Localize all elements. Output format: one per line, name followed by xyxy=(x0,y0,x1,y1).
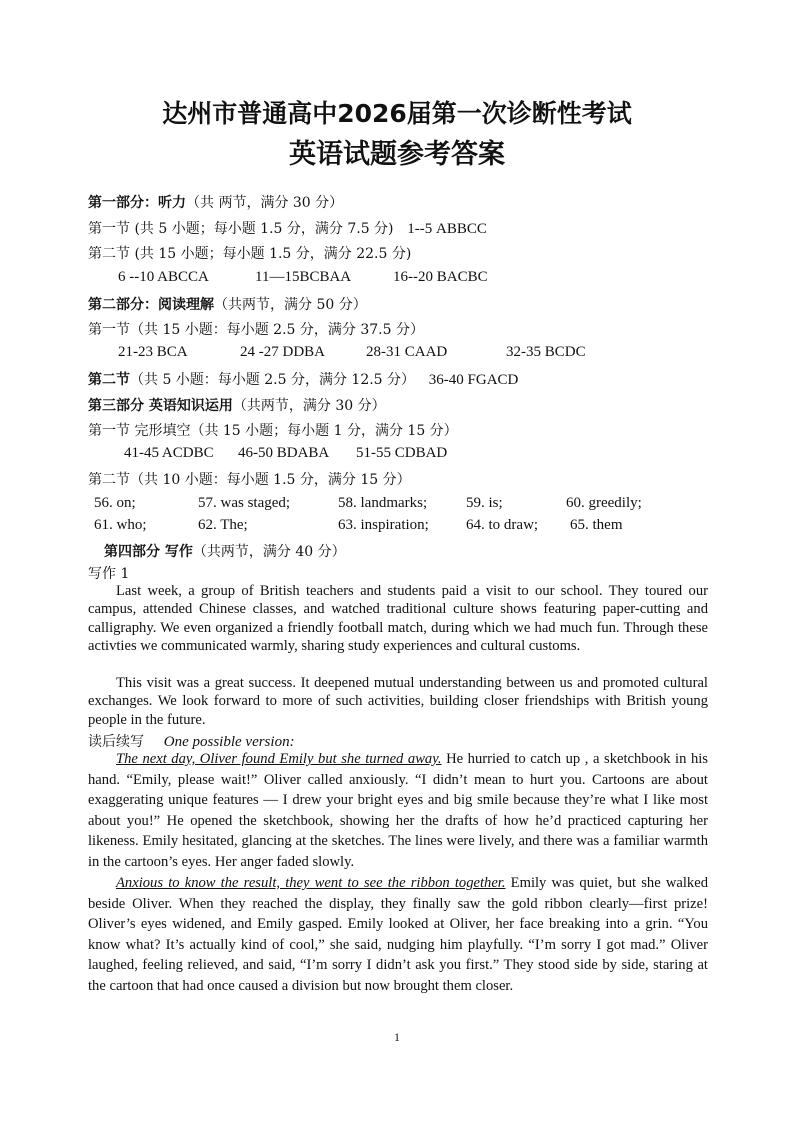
part3-sec1-desc: 第一节 完形填空（共 15 小题；每小题 1 分，满分 15 分） xyxy=(88,423,458,439)
writing1-paragraph xyxy=(88,582,708,656)
fill-answer: 62. The; xyxy=(198,517,248,533)
answer-group: 51-55 CDBAD xyxy=(356,445,448,461)
answer-group: 11—15BCBAA xyxy=(255,269,352,285)
part1-heading-line xyxy=(88,192,343,212)
page-number: 1 xyxy=(394,1030,400,1044)
writing2-version: One possible version: xyxy=(163,734,295,750)
writing1-label: 写作 1 xyxy=(88,566,130,582)
answer-group: 41-45 ACDBC xyxy=(124,445,214,461)
part4-heading-note: （共两节，满分 40 分） xyxy=(192,544,346,560)
part4-heading-line xyxy=(104,541,346,561)
part1-sec1-answers: 1--5 ABBCC xyxy=(407,221,487,237)
part1-sec2-desc: 第二节 (共 15 小题；每小题 1.5 分，满分 22.5 分) xyxy=(88,246,412,262)
continuation-paragraph xyxy=(88,873,708,997)
part2-sec1-desc: 第一节（共 15 小题：每小题 2.5 分，满分 37.5 分） xyxy=(88,322,424,338)
answer-group: 46-50 BDABA xyxy=(238,445,330,461)
fill-answer: 64. to draw; xyxy=(466,517,539,533)
part3-heading: 第三部分 英语知识运用 xyxy=(88,398,233,414)
part1-heading: 第一部分：听力 xyxy=(88,195,186,211)
paragraph-body: Emily was quiet, but she walked beside Oliver. When they reached the display, they finally saw the gold ribbon clearly—first prize! Oliver’s eyes widened, and Emily gasped. Emily looked at Oliver, her face breaking into a grin. “You know what? It’s actually kind of cool,” she said, nudging him playfully. “I’m sorry I got mad.” Oliver laughed, feeling relieved, and said, “I’m sorry I didn’t ask you first.” They stood side by side, staring at the cartoon that had once caused a division but now brought them closer. xyxy=(88,875,708,994)
continuation-paragraph xyxy=(88,749,708,873)
fill-answer: 63. inspiration; xyxy=(338,517,429,533)
answer-group: 6 --10 ABCCA xyxy=(118,269,209,285)
paragraph-lead-sentence: Anxious to know the result, they went to see the ribbon together. xyxy=(116,875,506,891)
part2-sec2-note: （共 5 小题：每小题 2.5 分，满分 12.5 分） xyxy=(130,372,416,388)
answer-group: 28-31 CAAD xyxy=(366,344,448,360)
fill-answer: 59. is; xyxy=(466,495,503,511)
answer-group: 24 -27 DDBA xyxy=(240,344,325,360)
answer-group: 21-23 BCA xyxy=(118,344,188,360)
paragraph-lead-sentence: The next day, Oliver found Emily but she turned away. xyxy=(116,751,442,767)
part2-heading: 第二部分：阅读理解 xyxy=(88,297,214,313)
fill-answer: 60. greedily; xyxy=(566,495,642,511)
writing1-paragraph-text: This visit was a great success. It deepened mutual understanding between us and promoted cultural exchanges. We look forward to more of such activities, building closer friendships with British young people in the future. xyxy=(88,675,708,728)
part2-heading-line xyxy=(88,294,367,314)
part2-sec2-line xyxy=(88,369,518,389)
part4-heading: 第四部分 写作 xyxy=(104,544,193,560)
part3-heading-note: （共两节，满分 30 分） xyxy=(232,398,386,414)
answer-group: 32-35 BCDC xyxy=(506,344,586,360)
fill-answer: 58. landmarks; xyxy=(338,495,428,511)
part3-heading-line xyxy=(88,395,386,415)
part1-sec1-line xyxy=(88,218,487,238)
writing2-label-line xyxy=(88,731,295,751)
paragraph-body: He hurried to catch up , a sketchbook in his hand. “Emily, please wait!” Oliver called anxiously. “I didn’t mean to hurt you. Cartoons are about exaggerating unique features — I drew your bright eyes and big smile because they’re what I like most about you!” He opened the sketchbook, showing her the drafts of how he’d practiced capturing her likeness. Emily hesitated, glancing at the sketches. The lines were lively, and there was a familiar warmth in the cartoon’s eyes. Her anger faded slowly. xyxy=(88,751,708,870)
part1-heading-note: （共 两节，满分 30 分） xyxy=(186,195,344,211)
writing1-paragraph xyxy=(88,674,708,729)
part2-sec2-heading: 第二节 xyxy=(88,372,130,388)
fill-answer: 56. on; xyxy=(94,495,136,511)
fill-answer: 65. them xyxy=(570,517,623,533)
part3-sec2-desc: 第二节（共 10 小题：每小题 1.5 分，满分 15 分） xyxy=(88,472,411,488)
answer-group: 16--20 BACBC xyxy=(393,269,488,285)
writing2-label: 读后续写 xyxy=(88,734,144,750)
fill-answer: 57. was staged; xyxy=(198,495,291,511)
part1-sec1-desc: 第一节 (共 5 小题；每小题 1.5 分，满分 7.5 分) xyxy=(88,221,394,237)
document-subtitle: 英语试题参考答案 xyxy=(289,139,505,170)
part2-sec2-answers: 36-40 FGACD xyxy=(428,372,519,388)
writing1-paragraph-text: Last week, a group of British teachers and students paid a visit to our school. They toured our campus, attended Chinese classes, and watched traditional culture shows featuring paper-cutting and calligraphy. We even organized a friendly football match, during which we had much fun. Through these activties we communicated warmly, sharing study experiences and cultural customs. xyxy=(88,583,708,655)
part2-heading-note: （共两节，满分 50 分） xyxy=(214,297,367,313)
fill-answer: 61. who; xyxy=(94,517,147,533)
document-title: 达州市普通高中2026届第一次诊断性考试 xyxy=(162,99,632,128)
